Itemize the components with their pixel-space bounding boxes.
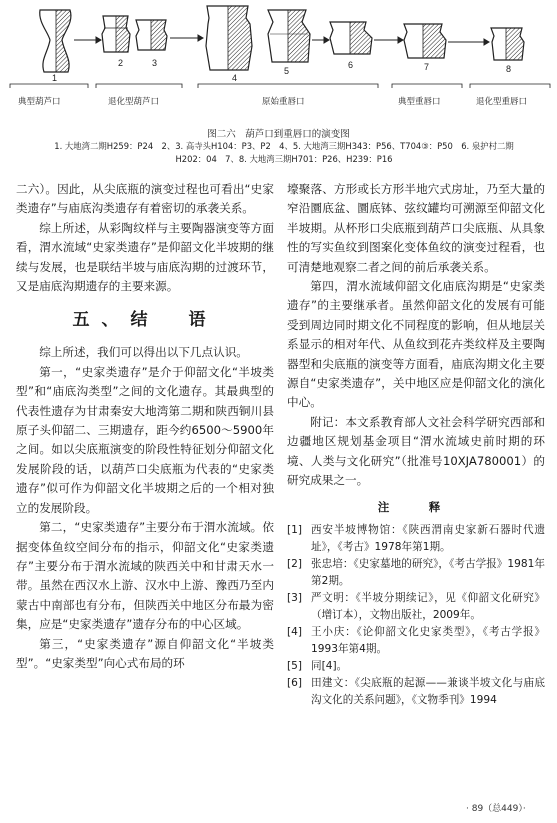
figure-caption-line: 1. 大地湾二期H259：P24 2、3. 高寺头H104：P3、P2 4、5. 大地湾三期H343：P56、T704③：P50 6. 泉护村二期: [54, 141, 514, 151]
section-title: 五、结 语: [72, 310, 218, 331]
vessel-number: 4: [232, 73, 238, 83]
reference-list: [287, 522, 545, 709]
reference-text: 同[4]。: [311, 659, 348, 672]
reference-text: 西安半坡博物馆：《陕西渭南史家新石器时代遗址》，《考古》1978年第1期。: [311, 523, 545, 553]
acknowledgement: 附记：本文系教育部人文社会科学研究西部和边疆地区规划基金项目“渭水流域史前时期的环境、人类与文化研究”（批准号10XJA780001）的研究成果之一。: [287, 414, 545, 488]
group-label-primitive-double-lip: 原始重唇口: [262, 97, 305, 107]
paragraph: 第三，“史家类遗存”源自仰韶文化“半坡类型”。“史家类型”向心式布局的环: [16, 636, 274, 670]
notes-title: 注 释: [377, 499, 455, 514]
reference-text: 张忠培：《史家墓地的研究》，《考古学报》1981年第2期。: [311, 557, 545, 587]
figure-evolution-diagram: [0, 0, 557, 172]
vessel-number: 2: [118, 58, 124, 68]
reference-number: [2]: [287, 557, 303, 570]
reference-number: [6]: [287, 676, 303, 689]
vessel-3-drawing: [136, 20, 167, 50]
page-number: · 89（总449）·: [466, 804, 526, 814]
vessel-5-drawing: [268, 10, 310, 62]
figure-caption-line: H202：04 7、8. 大地湾三期H701：P26、H239：P16: [175, 154, 393, 164]
vessel-number: 6: [348, 60, 354, 70]
paragraph: 第二，“史家类遗存”主要分布于渭水流域。依据变体鱼纹空间分布的指示，仰韶文化“史家类遗存”主要分布于渭水流域的陕西关中和甘肃天水一带。虽然在西汉水上游、汉水中上游、豫西乃至内蒙古中南部也有分布，但陕西关中地区分布最为密集，应是“史家类遗存”遗存分布的中心区域。: [16, 520, 274, 632]
reference-number: [5]: [287, 659, 303, 672]
vessel-1-drawing: [40, 10, 71, 72]
vessel-number: 5: [284, 66, 290, 76]
reference-item: [287, 556, 545, 590]
figure-caption: [14, 140, 554, 166]
vessel-4-drawing: [206, 6, 252, 70]
group-label-typical-double-lip: 典型重唇口: [398, 97, 441, 107]
paragraph: 综上所述，从彩陶纹样与主要陶器演变等方面看，渭水流域“史家类遗存”是仰韶文化半坡期的继续与发展，也是联结半坡与庙底沟期的过渡环节，又是庙底沟期遗存的主要来源。: [16, 220, 274, 294]
group-label-degenerate-gourd: 退化型葫芦口: [108, 97, 160, 107]
paragraph: 壕聚落、方形或长方形半地穴式房址，乃至大量的窄沿圜底盆、圜底钵、弦纹罐均可溯源至仰韶文化半坡期。从杯形口尖底瓶到葫芦口尖底瓶、从具象性的写实鱼纹到图案化变体鱼纹的演变过程看，也可清楚地观察二者之间的前后承袭关系。: [287, 182, 545, 274]
reference-item: [287, 590, 545, 624]
reference-number: [3]: [287, 591, 303, 604]
vessel-number: 7: [424, 62, 430, 72]
reference-item: [287, 658, 545, 675]
reference-text: 田建文：《尖底瓶的起源——兼谈半坡文化与庙底沟文化的关系问题》，《文物季刊》1994: [311, 676, 545, 706]
reference-item: [287, 624, 545, 658]
vessel-number: 8: [506, 64, 512, 74]
paragraph: 第四，渭水流域仰韶文化庙底沟期是“史家类遗存”的主要继承者。虽然仰韶文化的发展有可能受到周边同时期文化不同程度的影响，但从地层关系显示的相对年代、从鱼纹到花卉类纹样及主要陶器型和尖底瓶的演变等方面看，庙底沟期文化主要源自“史家类遗存”，关中地区应是仰韶文化的演化中心。: [287, 279, 545, 410]
reference-item: [287, 522, 545, 556]
group-label-typical-gourd: 典型葫芦口: [18, 97, 61, 107]
group-brackets: [10, 84, 550, 88]
paragraph: 第一，“史家类遗存”是介于仰韶文化“半坡类型”和“庙底沟类型”之间的文化遗存。其最典型的代表性遗存为甘肃秦安大地湾第二期和陕西铜川县原子头仰韶二、三期遗存，距今约6500～5900年之间。如以尖底瓶演变的阶段性特征划分仰韶文化发展阶段的话，以葫芦口尖底瓶为代表的“史家类遗存”似可作为仰韶文化半坡期之后的一个相对独立的发展阶段。: [16, 364, 274, 515]
group-label-degenerate-double-lip: 退化型重唇口: [476, 97, 528, 107]
reference-number: [1]: [287, 523, 303, 536]
paragraph: 二六）。因此，从尖底瓶的演变过程也可看出“史家类遗存”与庙底沟类遗存有着密切的承袭关系。: [16, 182, 274, 216]
reference-item: [287, 675, 545, 709]
vessel-number: 1: [52, 73, 58, 83]
reference-number: [4]: [287, 625, 303, 638]
right-column: [287, 180, 545, 709]
vessel-2-drawing: [102, 16, 130, 52]
reference-text: 严文明：《半坡分期续记》，见《仰韶文化研究》（增订本），文物出版社，2009年。: [311, 591, 545, 621]
reference-text: 王小庆：《论仰韶文化史家类型》，《考古学报》1993年第4期。: [311, 625, 545, 655]
vessel-7-drawing: [404, 24, 446, 58]
figure-title: 图二六 葫芦口到重唇口的演变图: [207, 129, 350, 140]
vessel-number: 3: [152, 58, 158, 68]
paragraph: 综上所述，我们可以得出以下几点认识。: [39, 345, 248, 360]
vessel-8-drawing: [491, 28, 524, 60]
vessel-6-drawing: [330, 22, 372, 54]
left-column: [16, 180, 274, 673]
